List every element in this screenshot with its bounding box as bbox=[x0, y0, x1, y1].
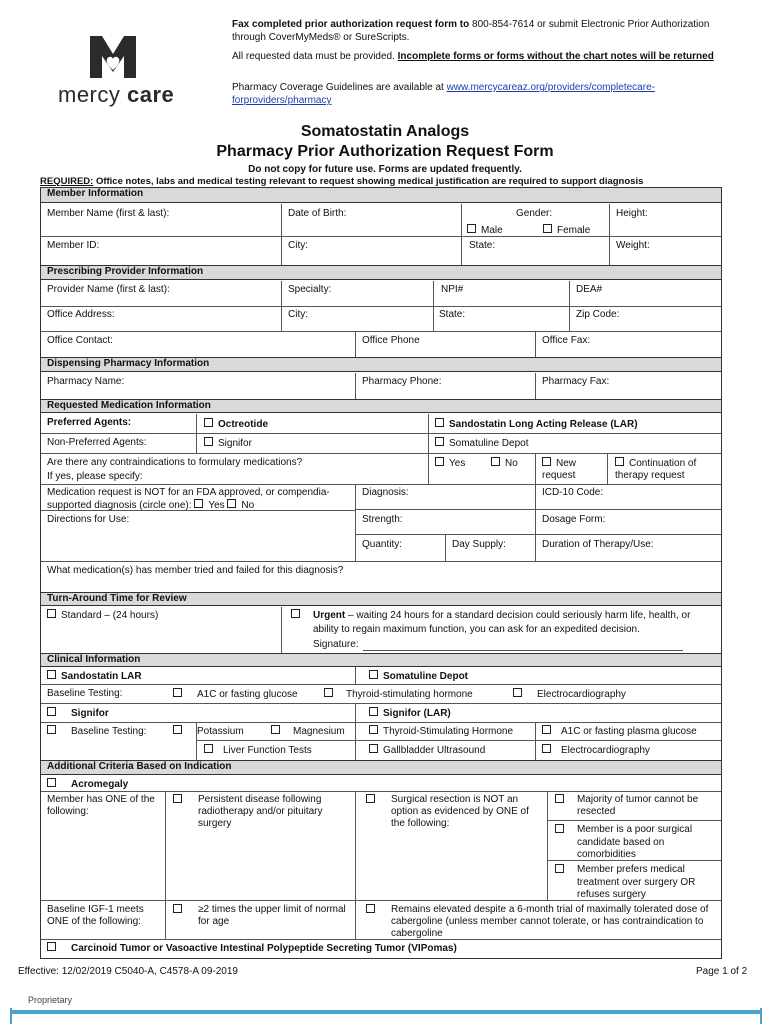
member-id-field[interactable]: Member ID: bbox=[47, 240, 100, 251]
section-medication-info: Requested Medication Information bbox=[41, 399, 721, 413]
required-docs-note: REQUIRED: Office notes, labs and medical testing relevant to request showing medical justification are required to support diagnosis bbox=[40, 176, 644, 187]
height-field[interactable]: Height: bbox=[616, 208, 648, 219]
acromegaly-checkbox[interactable]: Acromegaly bbox=[47, 778, 128, 791]
poor-candidate-text: Member is a poor surgical candidate based on comorbidities bbox=[577, 824, 693, 860]
diagnosis-field[interactable]: Diagnosis: bbox=[362, 487, 409, 498]
gender-label: Gender: bbox=[516, 208, 553, 219]
mercy-care-logo-icon bbox=[88, 34, 138, 80]
office-phone-field[interactable]: Office Phone bbox=[362, 335, 420, 346]
continuation-checkbox[interactable]: Continuation of therapy request bbox=[615, 458, 697, 481]
quantity-field[interactable]: Quantity: bbox=[362, 539, 403, 550]
poor-candidate-checkbox[interactable] bbox=[555, 824, 569, 837]
urgent-review-checkbox[interactable] bbox=[291, 609, 305, 622]
icd10-field[interactable]: ICD-10 Code: bbox=[542, 487, 604, 498]
prior-auth-form bbox=[40, 187, 722, 959]
page-number: Page 1 of 2 bbox=[696, 966, 748, 977]
new-request-checkbox[interactable]: New request bbox=[542, 458, 577, 481]
section-clinical-info: Clinical Information bbox=[41, 653, 721, 667]
non-preferred-agents-label: Non-Preferred Agents: bbox=[47, 437, 147, 448]
baseline-igf-label: Baseline IGF-1 meets ONE of the following: bbox=[47, 904, 144, 927]
standard-review-checkbox[interactable]: Standard – (24 hours) bbox=[47, 609, 158, 622]
specialty-field[interactable]: Specialty: bbox=[288, 284, 332, 295]
pharmacy-name-field[interactable]: Pharmacy Name: bbox=[47, 376, 125, 387]
somatuline-checkbox[interactable]: Somatuline Depot bbox=[435, 437, 529, 450]
sandostatin-lar-checkbox[interactable]: Sandostatin Long Acting Release (LAR) bbox=[435, 418, 638, 431]
majority-checkbox[interactable] bbox=[555, 794, 569, 807]
male-checkbox[interactable]: Male bbox=[467, 224, 503, 237]
prefers-medical-text: Member prefers medical treatment over surgery OR refuses surgery bbox=[577, 864, 696, 900]
a1c-plasma-checkbox[interactable]: A1C or fasting plasma glucose bbox=[542, 725, 697, 738]
provider-name-field[interactable]: Provider Name (first & last): bbox=[47, 284, 170, 295]
potassium-checkbox[interactable]: Potassium bbox=[173, 725, 244, 738]
provider-city-field[interactable]: City: bbox=[288, 309, 308, 320]
section-additional-criteria: Additional Criteria Based on Indication bbox=[41, 760, 721, 775]
footer-bar-right bbox=[760, 1008, 762, 1024]
member-name-field[interactable]: Member Name (first & last): bbox=[47, 208, 170, 219]
magnesium-checkbox[interactable]: Magnesium bbox=[271, 725, 345, 738]
npi-field[interactable]: NPI# bbox=[441, 284, 464, 295]
prefers-medical-checkbox[interactable] bbox=[555, 864, 569, 877]
section-prescriber-info: Prescribing Provider Information bbox=[41, 265, 721, 280]
zip-field[interactable]: Zip Code: bbox=[576, 309, 620, 320]
office-fax-field[interactable]: Office Fax: bbox=[542, 335, 591, 346]
female-checkbox[interactable]: Female bbox=[543, 224, 590, 237]
dob-field[interactable]: Date of Birth: bbox=[288, 208, 347, 219]
not-fda-no-checkbox[interactable] bbox=[227, 499, 236, 508]
weight-field[interactable]: Weight: bbox=[616, 240, 650, 251]
two-times-text: ≥2 times the upper limit of normal for age bbox=[198, 904, 346, 927]
do-not-copy-note: Do not copy for future use. Forms are updated frequently. bbox=[248, 164, 522, 175]
form-title-line1: Somatostatin Analogs bbox=[300, 123, 470, 140]
dosage-form-field[interactable]: Dosage Form: bbox=[542, 514, 606, 525]
section-member-info: Member Information bbox=[41, 188, 721, 203]
remains-elevated-text: Remains elevated despite a 6-month trial of maximally tolerated dose of cabergoline (unless member cannot tolerate, or has contraindication to cabergoline bbox=[391, 904, 709, 939]
a1c-checkbox[interactable]: A1C or fasting glucose bbox=[173, 688, 298, 701]
fax-instructions: Fax completed prior authorization request form to 800-854-7614 or submit Electronic Prior Authorization through CoverMyMeds® or SureScripts. bbox=[232, 19, 710, 43]
contra-yes-checkbox[interactable]: Yes bbox=[435, 457, 465, 470]
proprietary-label: Proprietary bbox=[28, 995, 73, 1005]
guidelines-link[interactable]: www.mercycareaz.org/providers/completecare-forproviders/pharmacy bbox=[232, 82, 655, 106]
tried-failed-field[interactable]: What medication(s) has member tried and failed for this diagnosis? bbox=[47, 565, 344, 576]
not-fda-yes-checkbox[interactable] bbox=[194, 499, 203, 508]
majority-text: Majority of tumor cannot be resected bbox=[577, 794, 699, 817]
surgical-checkbox[interactable] bbox=[366, 794, 380, 807]
urgent-review-text: Urgent – waiting 24 hours for a standard decision could seriously harm life, health, or ability to regain maximum function, you can ask for an expedited decision. bbox=[313, 610, 691, 635]
pharmacy-phone-field[interactable]: Pharmacy Phone: bbox=[362, 376, 442, 387]
form-title-line2: Pharmacy Prior Authorization Request Form bbox=[216, 143, 554, 160]
signifor-checkbox[interactable]: Signifor bbox=[204, 437, 252, 450]
day-supply-field[interactable]: Day Supply: bbox=[452, 539, 506, 550]
tsh-checkbox[interactable]: Thyroid-Stimulating Hormone bbox=[369, 725, 513, 738]
surgical-text: Surgical resection is NOT an option as evidenced by ONE of the following: bbox=[391, 794, 529, 829]
section-pharmacy-info: Dispensing Pharmacy Information bbox=[41, 357, 721, 372]
two-times-checkbox[interactable] bbox=[173, 904, 187, 917]
preferred-agents-label: Preferred Agents: bbox=[47, 417, 132, 428]
not-fda-approved-question: Medication request is NOT for an FDA approved, or compendia-supported diagnosis (circle one): Yes No bbox=[47, 487, 330, 511]
clinical-signifor-checkbox[interactable]: Signifor bbox=[47, 707, 109, 720]
pharmacy-fax-field[interactable]: Pharmacy Fax: bbox=[542, 376, 610, 387]
persistent-checkbox[interactable] bbox=[173, 794, 187, 807]
carcinoid-checkbox[interactable]: Carcinoid Tumor or Vasoactive Intestinal Polypeptide Secreting Tumor (VIPomas) bbox=[47, 942, 457, 955]
gallbladder-checkbox[interactable]: Gallbladder Ultrasound bbox=[369, 744, 485, 757]
ecg-checkbox[interactable]: Electrocardiography bbox=[513, 688, 626, 701]
member-has-one-label: Member has ONE of the following: bbox=[47, 794, 155, 817]
liver-function-checkbox[interactable]: Liver Function Tests bbox=[204, 744, 312, 757]
contra-no-checkbox[interactable]: No bbox=[491, 457, 518, 470]
contraindications-question: Are there any contraindications to formulary medications? bbox=[47, 457, 303, 468]
dea-field[interactable]: DEA# bbox=[576, 284, 603, 295]
office-address-field[interactable]: Office Address: bbox=[47, 309, 115, 320]
duration-field[interactable]: Duration of Therapy/Use: bbox=[542, 539, 654, 550]
footer-bar bbox=[10, 1010, 762, 1014]
effective-date: Effective: 12/02/2019 C5040-A, C4578-A 09-2019 bbox=[18, 966, 238, 977]
section-turnaround: Turn-Around Time for Review bbox=[41, 592, 721, 606]
required-data-note: All requested data must be provided. Incomplete forms or forms without the chart notes will be returned bbox=[232, 51, 714, 62]
strength-field[interactable]: Strength: bbox=[362, 514, 403, 525]
ecg2-checkbox[interactable]: Electrocardiography bbox=[542, 744, 650, 757]
provider-state-field[interactable]: State: bbox=[439, 309, 466, 320]
baseline-testing2-checkbox[interactable]: Baseline Testing: bbox=[47, 725, 146, 738]
member-state-field[interactable]: State: bbox=[469, 240, 496, 251]
signature-field[interactable]: Signature: bbox=[313, 639, 359, 650]
baseline-testing-label: Baseline Testing: bbox=[47, 688, 123, 699]
persistent-text: Persistent disease following radiotherapy and/or pituitary surgery bbox=[198, 794, 323, 829]
remains-elevated-checkbox[interactable] bbox=[366, 904, 380, 917]
clinical-signifor-lar-checkbox[interactable]: Signifor (LAR) bbox=[369, 707, 451, 720]
footer-bar-left bbox=[10, 1008, 12, 1024]
octreotide-checkbox[interactable]: Octreotide bbox=[204, 418, 268, 431]
guidelines-note: Pharmacy Coverage Guidelines are available at www.mercycareaz.org/providers/completecare-forproviders/pharmacy bbox=[232, 82, 655, 106]
logo-text: mercy care bbox=[58, 82, 175, 107]
clinical-sandostatin-lar-checkbox[interactable]: Sandostatin LAR bbox=[47, 670, 142, 683]
clinical-somatuline-checkbox[interactable]: Somatuline Depot bbox=[369, 670, 468, 683]
directions-field[interactable]: Directions for Use: bbox=[47, 514, 130, 525]
contraindications-specify-field[interactable]: If yes, please specify: bbox=[47, 471, 143, 482]
member-city-field[interactable]: City: bbox=[288, 240, 308, 251]
office-contact-field[interactable]: Office Contact: bbox=[47, 335, 113, 346]
thyroid-checkbox[interactable]: Thyroid-stimulating hormone bbox=[324, 688, 473, 701]
